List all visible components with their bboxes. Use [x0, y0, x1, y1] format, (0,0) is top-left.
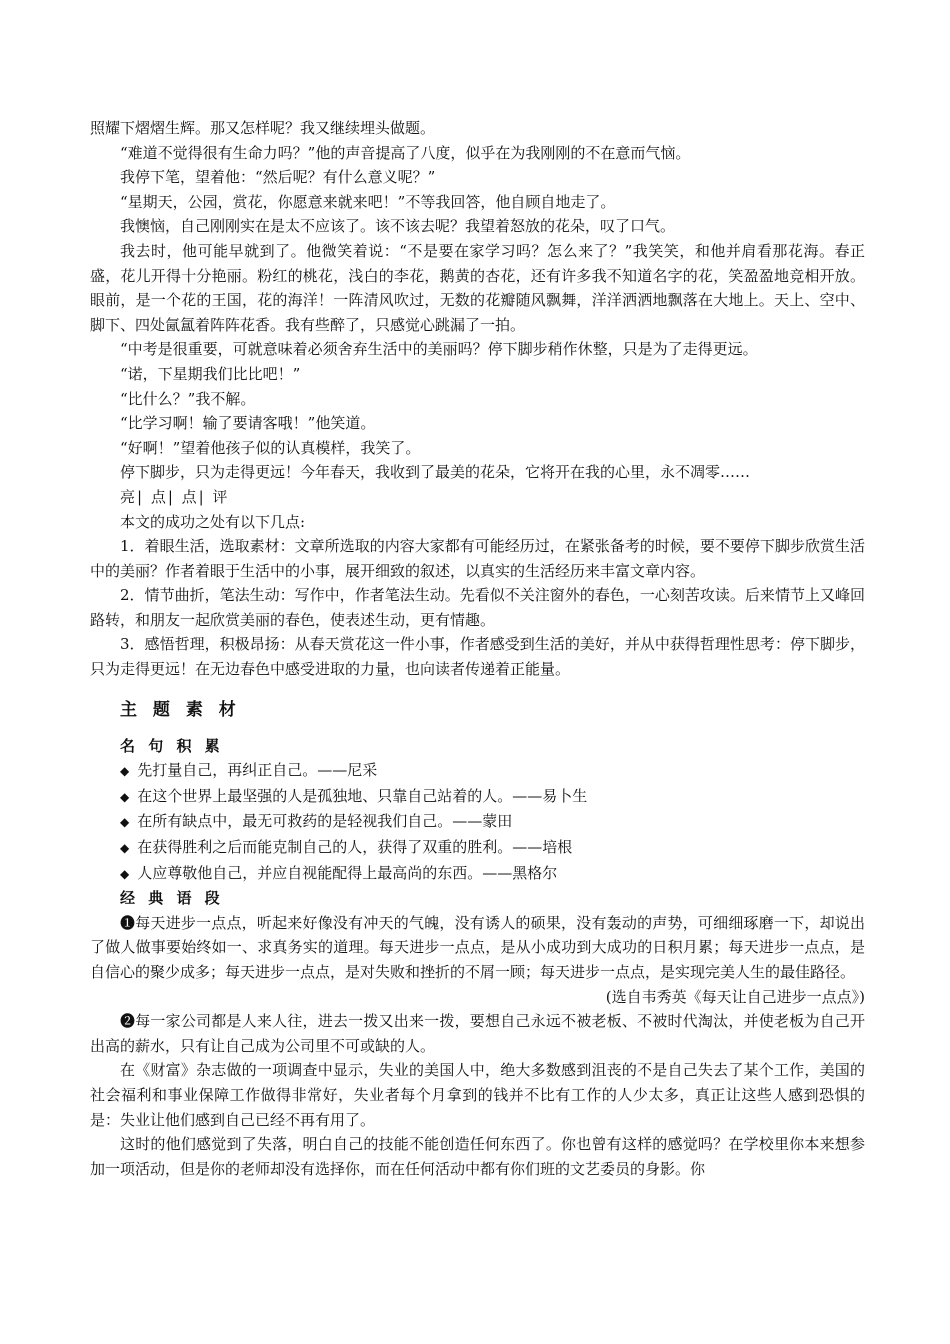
quotes-heading: 名 句 积 累: [120, 736, 224, 755]
passage-paragraph: ❷每一家公司都是人来人往，进去一拨又出来一拨，要想自己永远不被老板、不被时代淘汰，并使老板为自己开出高的薪水，只有让自己成为公司里不可或缺的人。: [90, 1012, 865, 1055]
story-paragraph: 我停下笔，望着他：“然后呢？有什么意义呢？”: [120, 168, 436, 187]
comment-intro: 本文的成功之处有以下几点:: [120, 512, 306, 531]
comment-point: 2．情节曲折，笔法生动：写作中，作者笔法生动。先看似不关注窗外的春色，一心刻苦攻读。后来情节上又峰回路转，和朋友一起欣赏美丽的春色，使表述生动，更有情趣。: [90, 586, 865, 629]
diamond-bullet-icon: ◆: [120, 789, 130, 804]
theme-heading: 主 题 素 材: [120, 699, 241, 720]
quote-text: 在获得胜利之后而能克制自己的人，获得了双重的胜利。——培根: [137, 838, 573, 857]
story-paragraph: 停下脚步，只为走得更远！今年春天，我收到了最美的花朵，它将开在我的心里，永不凋零……: [120, 463, 751, 482]
diamond-bullet-icon: ◆: [120, 841, 130, 856]
story-section: [90, 116, 865, 485]
passage-paragraph: 在《财富》杂志做的一项调查中显示，失业的美国人中，绝大多数感到沮丧的不是自己失去了某个工作，美国的社会福利和事业保障工作做得非常好，失业者每个月拿到的钱并不比有工作的人少太多，真正让这些人感到恐惧的是：失业让他们感到自己已经不再有用了。: [90, 1061, 865, 1129]
passage-paragraph: ❶每天进步一点点，听起来好像没有冲天的气魄，没有诱人的硕果，没有轰动的声势，可细细琢磨一下，却说出了做人做事要始终如一、求真务实的道理。每天进步一点点，是从小成功到大成功的日积月累；每天进步一点点，是自信心的聚少成多；每天进步一点点，是对失败和挫折的不屑一顾；每天进步一点点，是实现完美人生的最佳路径。: [90, 913, 865, 981]
quote-text: 先打量自己，再纠正自己。——尼采: [137, 761, 378, 780]
quote-text: 人应尊敬他自己，并应自视能配得上最高尚的东西。——黑格尔: [137, 863, 558, 882]
diamond-bullet-icon: ◆: [120, 764, 130, 779]
story-paragraph: 我去时，他可能早就到了。他微笑着说：“不是要在家学习吗？怎么来了？”我笑笑，和他并肩看那花海。春正盛，花儿开得十分艳丽。粉红的桃花，浅白的李花，鹅黄的杏花，还有许多我不知道名字的花，笑盈盈地竞相开放。眼前，是一个花的王国，花的海洋！一阵清风吹过，无数的花瓣随风飘舞，洋洋洒洒地飘落在大地上。天上、空中、脚下、四处氤氲着阵阵花香。我有些醉了，只感觉心跳漏了一拍。: [90, 241, 865, 334]
diamond-bullet-icon: ◆: [120, 866, 130, 881]
comment-section: [90, 485, 865, 682]
quote-item: [120, 758, 865, 784]
story-paragraph: “比学习啊！输了要请客哦！”他笑道。: [120, 414, 376, 433]
quote-item: [120, 861, 865, 887]
quote-text: 在所有缺点中，最无可救药的是轻视我们自己。——蒙田: [137, 812, 513, 831]
quote-text: 在这个世界上最坚强的人是孤独地、只靠自己站着的人。——易卜生: [137, 786, 588, 805]
quote-item: [120, 784, 865, 810]
story-paragraph: “好啊！”望着他孩子似的认真模样，我笑了。: [120, 438, 421, 457]
comment-point: 3．感悟哲理，积极昂扬：从春天赏花这一件小事，作者感受到生活的美好，并从中获得哲理性思考：停下脚步，只为走得更远！在无边春色中感受进取的力量，也向读者传递着正能量。: [90, 635, 865, 679]
comment-point: 1．着眼生活，选取素材：文章所选取的内容大家都有可能经历过，在紧张备考的时候，要不要停下脚步欣赏生活中的美丽？作者着眼于生活中的小事，展开细致的叙述，以真实的生活经历来丰富文章内容。: [90, 537, 865, 580]
story-paragraph: 照耀下熠熠生辉。那又怎样呢？我又继续埋头做题。: [90, 119, 436, 137]
story-paragraph: “星期天，公园，赏花，你愿意来就来吧！”不等我回答，他自顾自地走了。: [120, 192, 616, 211]
document-body: [90, 116, 865, 1181]
story-paragraph: “诺，下星期我们比比吧！”: [120, 364, 301, 383]
theme-section: [90, 696, 865, 1182]
story-paragraph: 我懊恼，自己刚刚实在是太不应该了。该不该去呢？我望着怒放的花朵，叹了口气。: [120, 217, 676, 236]
passage-paragraph: 这时的他们感觉到了失落，明白自己的技能不能创造任何东西了。你也曾有这样的感觉吗？在学校里你本来想参加一项活动，但是你的老师却没有选择你，而在任何活动中都有你们班的文艺委员的身影。你: [90, 1135, 865, 1178]
quote-item: [120, 809, 865, 835]
story-paragraph: “中考是很重要，可就意味着必须舍弃生活中的美丽吗？停下脚步稍作休整，只是为了走得更远。: [120, 340, 758, 359]
diamond-bullet-icon: ◆: [120, 815, 130, 830]
passages-heading: 经 典 语 段: [120, 889, 224, 908]
story-paragraph: “难道不觉得很有生命力吗？”他的声音提高了八度，似乎在为我刚刚的不在意而气恼。: [120, 143, 691, 162]
quote-item: [120, 835, 865, 861]
comment-heading: 亮| 点| 点| 评: [120, 487, 230, 506]
story-paragraph: “比什么？”我不解。: [120, 389, 256, 408]
passage-source: (选自韦秀英《每天让自己进步一点点》): [605, 987, 865, 1006]
